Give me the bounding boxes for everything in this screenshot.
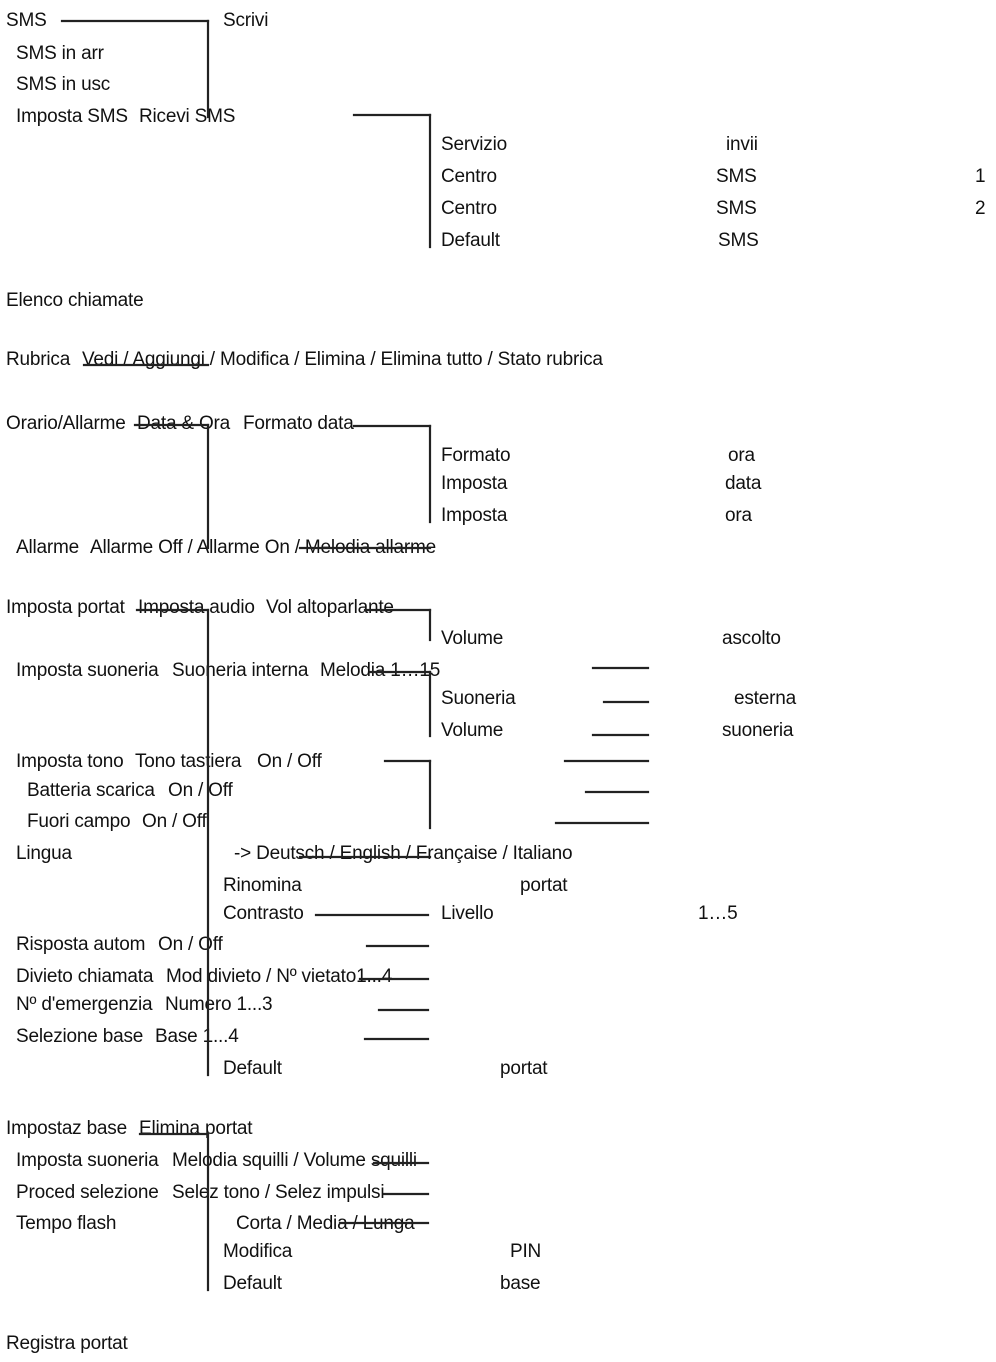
menu-default-base: Default xyxy=(223,1273,282,1294)
menu-data-ora: Data & Ora xyxy=(137,413,231,434)
menu-imposta-tono: Imposta tono xyxy=(16,751,124,772)
menu-emergenza: Nº d'emergenzia xyxy=(16,994,153,1015)
menu-rinomina-val: portat xyxy=(520,875,568,896)
menu-elimina-portat: Elimina portat xyxy=(139,1118,253,1139)
menu-lingua-items: -> Deutsch / English / Française / Italiano xyxy=(234,843,573,864)
menu-sms-in-usc: SMS in usc xyxy=(16,74,111,95)
menu-tempo-flash: Tempo flash xyxy=(16,1213,117,1234)
menu-divieto-chiamata: Divieto chiamata xyxy=(16,966,154,987)
menu-centro-1-num: 1 xyxy=(975,166,986,187)
menu-suoneria-interna: Suoneria interna xyxy=(172,660,309,681)
menu-emergenza-items: Numero 1...3 xyxy=(165,994,273,1015)
menu-proced-selezione: Proced selezione xyxy=(16,1182,159,1203)
menu-rinomina: Rinomina xyxy=(223,875,302,896)
menu-volume-suoneria: Volume xyxy=(441,720,504,741)
menu-orario-allarme: Orario/Allarme xyxy=(6,413,126,434)
menu-volume-suoneria-val: suoneria xyxy=(722,720,794,741)
menu-proced-items: Selez tono / Selez impulsi xyxy=(172,1182,385,1203)
menu-centro-2: Centro xyxy=(441,198,497,219)
menu-selezione-base: Selezione base xyxy=(16,1026,144,1047)
menu-imposta-audio: Imposta audio xyxy=(138,597,255,618)
menu-divieto-items: Mod divieto / Nº vietato1...4 xyxy=(166,966,393,987)
menu-servizio: Servizio xyxy=(441,134,507,155)
menu-imposta-ora: Imposta xyxy=(441,505,508,526)
menu-risposta-onoff: On / Off xyxy=(158,934,223,955)
menu-imposta-sms: Imposta SMS xyxy=(16,106,128,127)
menu-imposta-data: Imposta xyxy=(441,473,508,494)
menu-livello-val: 1…5 xyxy=(698,903,738,924)
menu-centro-2-sms: SMS xyxy=(716,198,757,219)
menu-formato-data: Formato data xyxy=(243,413,354,434)
menu-contrasto: Contrasto xyxy=(223,903,304,924)
menu-melodia: Melodia 1…15 xyxy=(320,660,441,681)
menu-default-sms: Default xyxy=(441,230,500,251)
menu-vol-altoparlante: Vol altoparlante xyxy=(266,597,394,618)
menu-centro-1: Centro xyxy=(441,166,497,187)
menu-fuori-onoff: On / Off xyxy=(142,811,207,832)
menu-registra-portat: Registra portat xyxy=(6,1333,128,1354)
menu-allarme-items: Allarme Off / Allarme On / Melodia allarme xyxy=(90,537,437,558)
menu-allarme: Allarme xyxy=(16,537,80,558)
menu-modifica: Modifica xyxy=(223,1241,293,1262)
menu-elenco-chiamate: Elenco chiamate xyxy=(6,290,144,311)
menu-volume-ascolto-val: ascolto xyxy=(722,628,781,649)
menu-default-sms-val: SMS xyxy=(718,230,759,251)
menu-sms: SMS xyxy=(6,10,47,31)
menu-servizio-invii: invii xyxy=(726,134,758,155)
menu-modifica-val: PIN xyxy=(510,1241,542,1262)
menu-suoneria-esterna: Suoneria xyxy=(441,688,516,709)
menu-impostaz-base: Impostaz base xyxy=(6,1118,127,1139)
menu-fuori-campo: Fuori campo xyxy=(27,811,131,832)
menu-base-suoneria-items: Melodia squilli / Volume squilli xyxy=(172,1150,417,1171)
menu-default-portat: Default xyxy=(223,1058,282,1079)
menu-imposta-portat: Imposta portat xyxy=(6,597,125,618)
menu-imposta-data-val: data xyxy=(725,473,762,494)
menu-ricevi-sms: Ricevi SMS xyxy=(139,106,236,127)
menu-imposta-ora-val: ora xyxy=(725,505,752,526)
menu-selezione-items: Base 1...4 xyxy=(155,1026,239,1047)
menu-default-base-val: base xyxy=(500,1273,541,1294)
menu-formato: Formato xyxy=(441,445,511,466)
menu-centro-2-num: 2 xyxy=(975,198,986,219)
menu-suoneria-esterna-val: esterna xyxy=(734,688,796,709)
menu-batteria-scarica: Batteria scarica xyxy=(27,780,155,801)
menu-tono-tastiera: Tono tastiera xyxy=(135,751,242,772)
menu-tempo-items: Corta / Media / Lunga xyxy=(236,1213,415,1234)
menu-sms-in-arr: SMS in arr xyxy=(16,43,104,64)
menu-rubrica-items: Vedi / Aggiungi / Modifica / Elimina / Elimina tutto / Stato rubrica xyxy=(82,349,603,370)
menu-batteria-onoff: On / Off xyxy=(168,780,233,801)
menu-rubrica: Rubrica xyxy=(6,349,71,370)
menu-risposta-autom: Risposta autom xyxy=(16,934,146,955)
menu-lingua: Lingua xyxy=(16,843,72,864)
menu-sms-scrivi: Scrivi xyxy=(223,10,269,31)
menu-livello: Livello xyxy=(441,903,494,924)
menu-volume-ascolto: Volume xyxy=(441,628,504,649)
menu-imposta-suoneria: Imposta suoneria xyxy=(16,660,159,681)
menu-centro-1-sms: SMS xyxy=(716,166,757,187)
menu-default-portat-val: portat xyxy=(500,1058,548,1079)
menu-base-imposta-suoneria: Imposta suoneria xyxy=(16,1150,159,1171)
menu-formato-ora: ora xyxy=(728,445,755,466)
menu-tono-onoff: On / Off xyxy=(257,751,322,772)
